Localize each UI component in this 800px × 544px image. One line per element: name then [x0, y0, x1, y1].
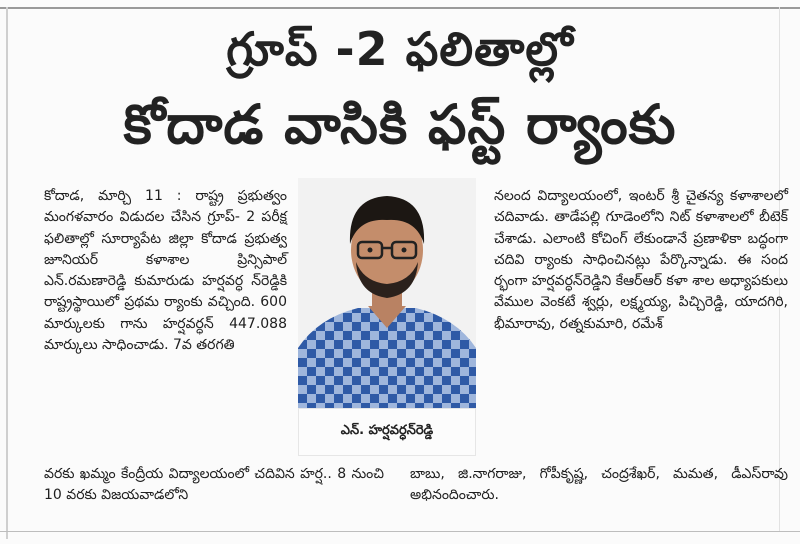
article-left-column: కోదాడ, మార్చి 11 : రాష్ట్ర ప్రభుత్వం మంగళవారం విడుదల చేసిన గ్రూప్- 2 పరీక్ష ఫలితాల్లో సూర్యాపేట జిల్లా కోదాడ ప్రభుత్వ జూనియర్ కళాశాల ప్రిన్సిపాల్ ఎన్.రమణారెడ్డి కుమారుడు హర్షవర్ధ న్‌రెడ్డికి రాష్ట్రస్థాయిలో ప్రథమ ర్యాంకు వచ్చింది. 600 మార్కులకు గాను హర్షవర్ధన్ 447.088 మార్కులు సాధించాడు. 7వ తరగతి: [44, 188, 287, 354]
article-left-bottom: వరకు ఖమ్మం కేంద్రీయ విద్యాలయంలో చదివిన హర్ష.. 8 నుంచి 10 వరకు విజయవాడలోని: [44, 466, 384, 504]
bottom-border: [0, 531, 800, 532]
person-photo: [298, 178, 476, 408]
left-border: [6, 7, 8, 539]
headline-line-1: గ్రూప్ -2 ఫలితాల్లో: [226, 22, 574, 76]
top-border: [0, 7, 800, 9]
article-right-bottom: బాబు, జి.నాగరాజు, గోపీకృష్ణ, చంద్రశేఖర్, మమత, డీఎస్‌రావు అభినందించారు.: [410, 466, 788, 504]
headline-line-2: కోదాడ వాసికి ఫస్ట్ ర్యాంకు: [123, 93, 677, 156]
portrait-illustration: [298, 178, 476, 408]
article-right-column: నలంద విద్యాలయంలో, ఇంటర్ శ్రీ చైతన్య కళాశాలలో చదివాడు. తాడేపల్లి గూడెంలోని నిట్ కళాశాలలో బీటెక్ చేశాడు. ఎలాంటి కోచింగ్ లేకుండానే ప్రణాళికా బద్ధంగా చదివి ర్యాంకు సాధించినట్లు పేర్కొన్నాడు. ఈ సంద ర్భంగా హర్షవర్ధన్‌రెడ్డిని కేఆర్‌ఆర్ కళా శాల అధ్యాపకులు వేముల వెంకటే శ్వర్లు, లక్ష్మయ్య, పిచ్చిరెడ్డి, యాదగిరి, భీమారావు, రత్నకుమారి, రమేశ్: [494, 188, 788, 332]
photo-caption: ఎన్. హర్షవర్ధన్‌రెడ్డి: [298, 408, 476, 456]
